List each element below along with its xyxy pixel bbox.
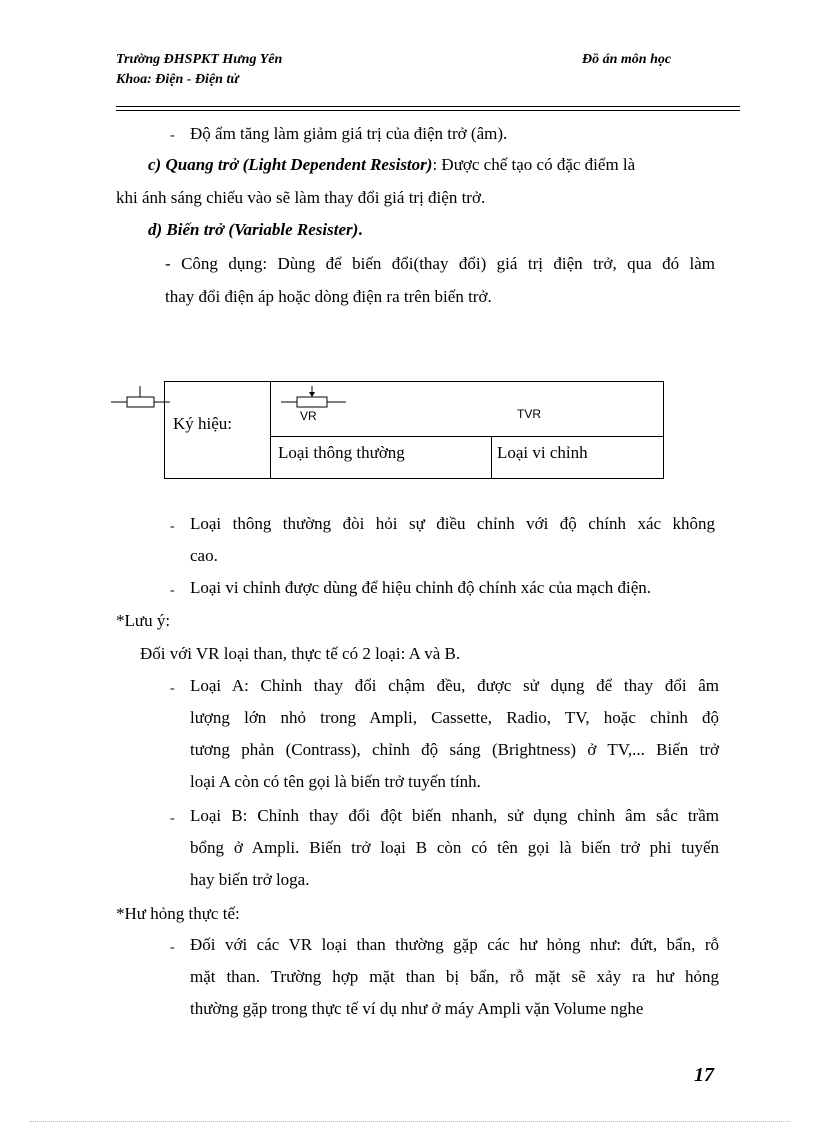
list-item-continuation: bổng ở Ampli. Biến trở loại B còn có tên gọi là biến trở phi tuyến — [190, 838, 719, 857]
bullet: - — [170, 940, 175, 955]
list-item: Loại vi chỉnh được dùng để hiệu chỉnh độ chính xác của mạch điện. — [190, 578, 652, 597]
quang-tro-title: c) Quang trở (Light Dependent Resistor) — [148, 155, 433, 174]
page-number: 17 — [694, 1064, 714, 1086]
quang-tro-text: : Được chế tạo có đặc điểm là — [432, 155, 636, 174]
luu-y-intro: Đối với VR loại than, thực tế có 2 loại: A và B. — [140, 644, 461, 663]
header-school: Trường ĐHSPKT Hưng Yên — [116, 52, 283, 67]
paragraph-line: thay đổi điện áp hoặc dòng điện ra trên biến trở. — [165, 287, 492, 306]
paragraph-line: khi ánh sáng chiếu vào sẽ làm thay đổi giá trị điện trở. — [116, 188, 486, 207]
bien-tro-period: . — [358, 220, 363, 239]
list-item: Loại thông thường đòi hỏi sự điều chỉnh với độ chính xác không — [190, 514, 715, 533]
bullet: - — [170, 128, 175, 143]
list-item: Đối với các VR loại than thường gặp các hư hỏng như: đứt, bẩn, rỗ — [190, 935, 719, 954]
list-item: Loại B: Chỉnh thay đổi đột biến nhanh, sử dụng chỉnh âm sắc trầm — [190, 806, 719, 825]
list-item-continuation: thường gặp trong thực tế ví dụ như ở máy Ampli vặn Volume nghe — [190, 999, 644, 1018]
table-col-regular: Loại thông thường — [278, 443, 405, 462]
vr-label: VR — [300, 409, 317, 423]
bullet: - — [170, 811, 175, 826]
page-bottom-border — [30, 1121, 790, 1122]
table-col-trimmer: Loại vi chỉnh — [497, 443, 588, 462]
bullet: - — [170, 519, 175, 534]
header-faculty: Khoa: Điện - Điện tử — [116, 72, 239, 87]
header-rule-top — [116, 106, 740, 107]
resistor-symbol-icon — [111, 386, 170, 407]
header-course: Đồ án môn học — [582, 52, 672, 67]
bullet: - — [170, 583, 175, 598]
tvr-label: TVR — [517, 407, 541, 421]
list-item-continuation: hay biến trở loga. — [190, 870, 310, 889]
list-item: Loại A: Chỉnh thay đổi chậm đều, được sử dụng để thay đổi âm — [190, 676, 719, 695]
bien-tro-title: d) Biến trở (Variable Resister) — [148, 220, 359, 239]
list-item-continuation: mặt than. Trường hợp mặt than bị bẩn, rỗ mặt sẽ xảy ra hư hỏng — [190, 967, 719, 986]
quang-tro-paragraph — [148, 155, 635, 175]
hu-hong-title: *Hư hỏng thực tế: — [116, 904, 240, 923]
bien-tro-heading — [148, 220, 363, 240]
paragraph-line: - Công dụng: Dùng để biến đổi(thay đổi) giá trị điện trở, qua đó làm — [165, 254, 715, 273]
ky-hieu-label: Ký hiệu: — [173, 414, 233, 433]
luu-y-title: *Lưu ý: — [116, 611, 171, 630]
list-item-continuation: lượng lớn nhỏ trong Ampli, Cassette, Radio, TV, hoặc chỉnh độ — [190, 708, 719, 727]
list-item-continuation: tương phản (Contrass), chỉnh độ sáng (Brightness) ở TV,... Biến trở — [190, 740, 719, 759]
header-rule-bottom — [116, 110, 740, 111]
list-item-continuation: cao. — [190, 546, 218, 565]
list-item-continuation: loại A còn có tên gọi là biến trở tuyến tính. — [190, 772, 481, 791]
bullet: - — [170, 681, 175, 696]
paragraph-line: Độ ẩm tăng làm giảm giá trị của điện trở (âm). — [190, 124, 508, 143]
potentiometer-symbol-icon — [281, 386, 346, 407]
